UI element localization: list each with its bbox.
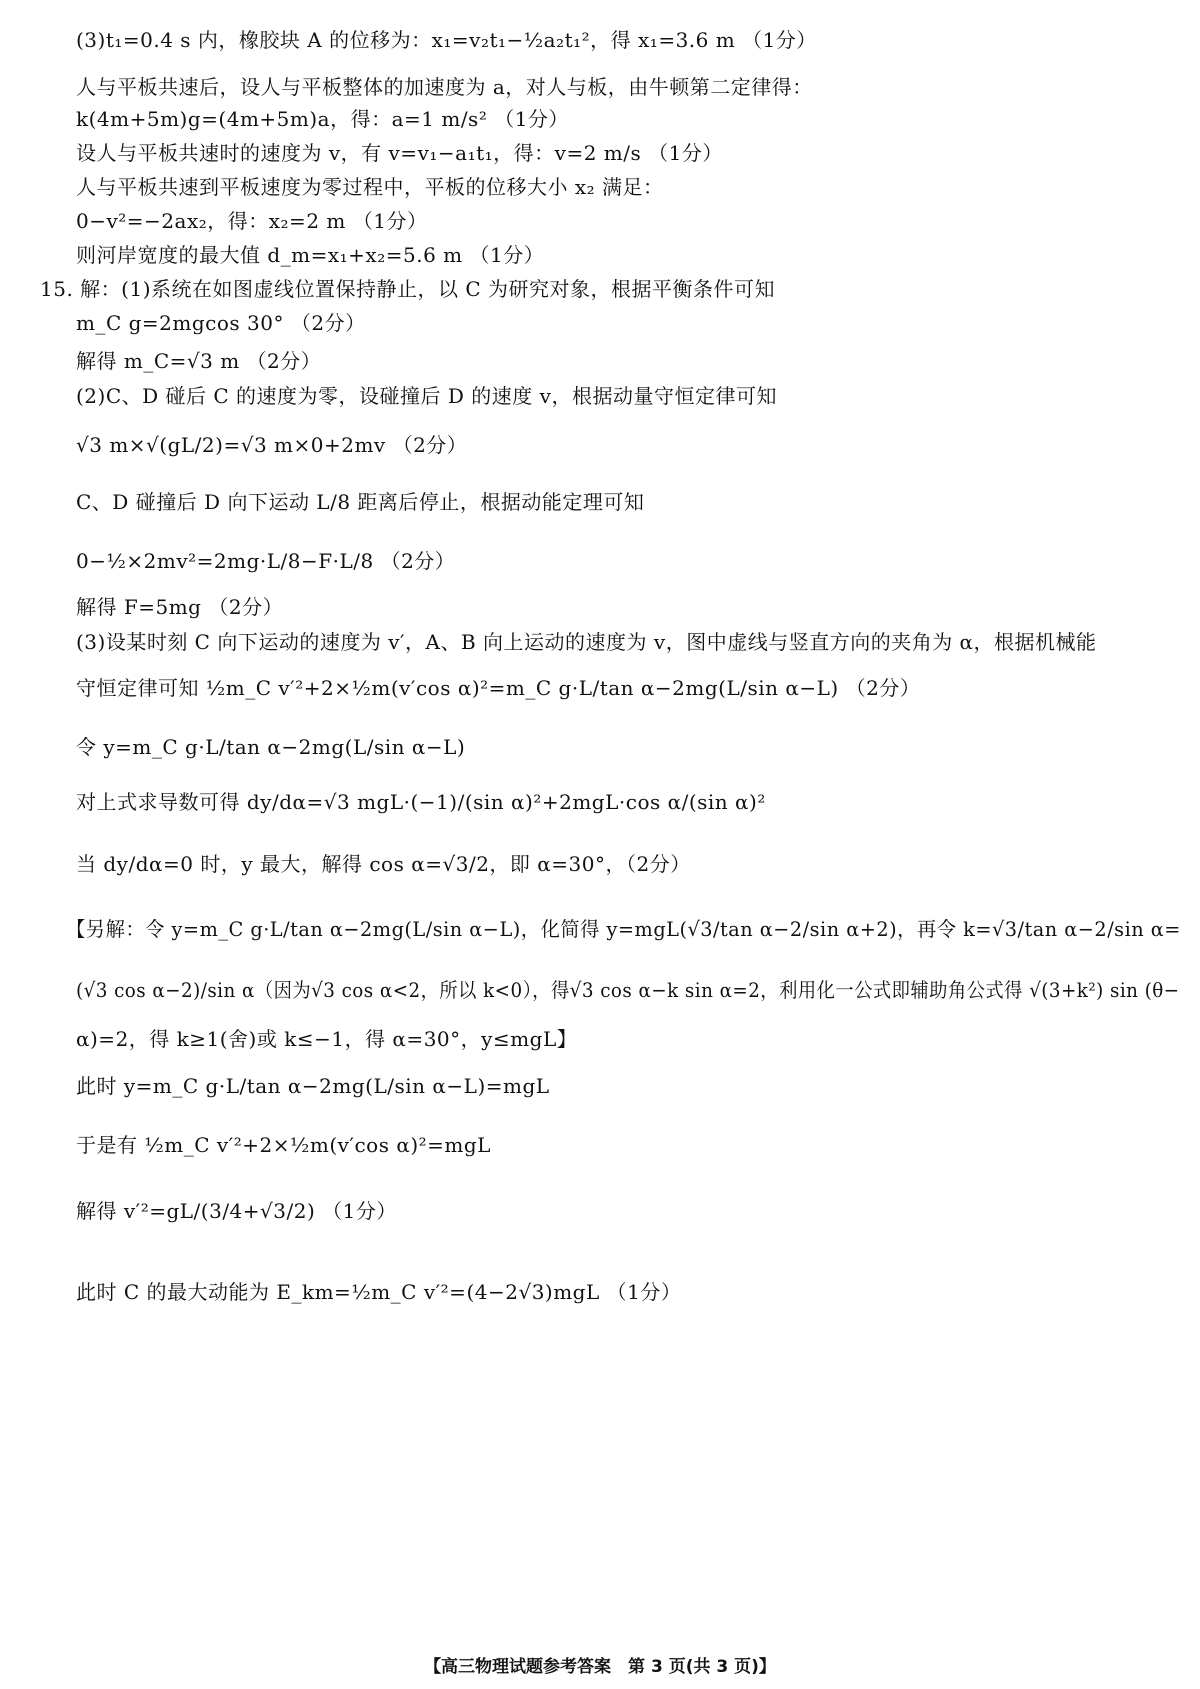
line-common-speed: 设人与平板共速时的速度为 v，有 v=v₁−a₁t₁，得：v=2 m/s （1分） xyxy=(76,141,723,165)
line-mass-c-result: 解得 m_C=√3 m （2分） xyxy=(76,349,322,373)
line-newton-equation: k(4m+5m)g=(4m+5m)a，得：a=1 m/s² （1分） xyxy=(76,107,569,131)
line-part2-intro: (2)C、D 碰后 C 的速度为零，设碰撞后 D 的速度 v，根据动量守恒定律可知 xyxy=(76,384,777,408)
line-kinetic-energy-equation: 0−½×2mv²=2mg·L/8−F·L/8 （2分） xyxy=(76,549,456,573)
line-velocity-squared: 解得 v′²=gL/(3/4+√3/2) （1分） xyxy=(76,1199,397,1223)
question-15-heading: 15. 解：(1)系统在如图虚线位置保持静止，以 C 为研究对象，根据平衡条件可知 xyxy=(40,277,776,301)
line-alternative-solution-3: α)=2，得 k≥1(舍)或 k≤−1，得 α=30°，y≤mgL】 xyxy=(76,1027,578,1051)
line-max-kinetic-energy: 此时 C 的最大动能为 E_km=½m_C v′²=(4−2√3)mgL （1分） xyxy=(76,1280,682,1304)
line-board-displacement: 0−v²=−2ax₂，得：x₂=2 m （1分） xyxy=(76,209,428,233)
line-momentum-equation: √3 m×√(gL/2)=√3 m×0+2mv （2分） xyxy=(76,433,468,457)
line-3-displacement: (3)t₁=0.4 s 内，橡胶块 A 的位移为：x₁=v₂t₁−½a₂t₁²，得 x₁=3.6 m （1分） xyxy=(76,28,817,52)
line-energy-conservation: 守恒定律可知 ½m_C v′²+2×½m(v′cos α)²=m_C g·L/tan α−2mg(L/sin α−L) （2分） xyxy=(76,676,921,700)
page-footer: 【高三物理试题参考答案 第 3 页(共 3 页)】 xyxy=(424,1657,776,1677)
line-common-velocity-accel: 人与平板共速后，设人与平板整体的加速度为 a，对人与板，由牛顿第二定律得： xyxy=(76,75,813,99)
line-alternative-solution-2: (√3 cos α−2)/sin α（因为√3 cos α<2，所以 k<0），得√3 cos α−k sin α=2，利用化一公式即辅助角公式得 √(3+k²) sin (θ− xyxy=(76,978,1180,1002)
line-energy-substituted: 于是有 ½m_C v′²+2×½m(v′cos α)²=mgL xyxy=(76,1133,491,1157)
line-derivative: 对上式求导数可得 dy/dα=√3 mgL·(−1)/(sin α)²+2mgL·cos α/(sin α)² xyxy=(76,790,766,814)
line-board-displacement-intro: 人与平板共速到平板速度为零过程中，平板的位移大小 x₂ 满足： xyxy=(76,175,664,199)
line-y-value: 此时 y=m_C g·L/tan α−2mg(L/sin α−L)=mgL xyxy=(76,1074,550,1098)
line-alternative-solution-1: 【另解：令 y=m_C g·L/tan α−2mg(L/sin α−L)，化简得 y=mgL(√3/tan α−2/sin α+2)，再令 k=√3/tan α−2/sin α= xyxy=(66,917,1181,941)
line-part3-intro: (3)设某时刻 C 向下运动的速度为 v′，A、B 向上运动的速度为 v，图中虚线与竖直方向的夹角为 α，根据机械能 xyxy=(76,630,1097,654)
line-river-width: 则河岸宽度的最大值 d_m=x₁+x₂=5.6 m （1分） xyxy=(76,243,545,267)
line-define-y: 令 y=m_C g·L/tan α−2mg(L/sin α−L) xyxy=(76,735,466,759)
line-force-result: 解得 F=5mg （2分） xyxy=(76,595,284,619)
line-kinetic-theorem-intro: C、D 碰撞后 D 向下运动 L/8 距离后停止，根据动能定理可知 xyxy=(76,490,645,514)
line-max-condition: 当 dy/dα=0 时，y 最大，解得 cos α=√3/2，即 α=30°，（2分） xyxy=(76,852,691,876)
line-balance-equation: m_C g=2mgcos 30° （2分） xyxy=(76,311,366,335)
